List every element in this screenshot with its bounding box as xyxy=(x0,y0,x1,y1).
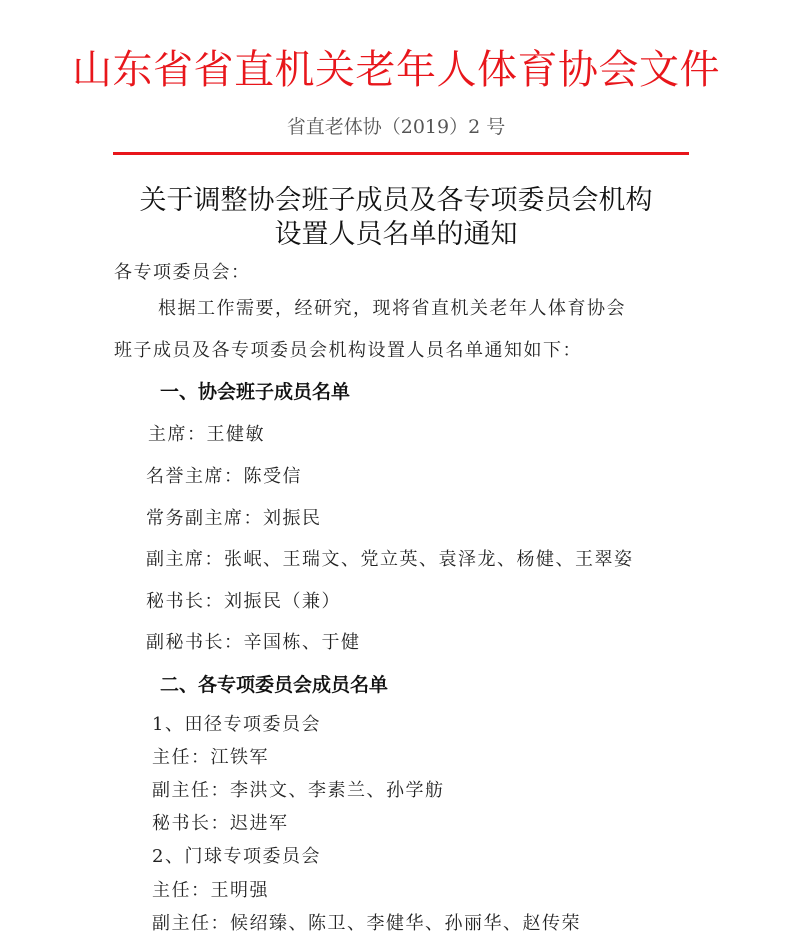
committee-line: 主任：王明强 xyxy=(152,880,269,901)
org-title: 山东省省直机关老年人体育协会文件 xyxy=(72,47,720,93)
leadership-item: 常务副主席：刘振民 xyxy=(146,508,322,529)
section-heading-committees: 二、各专项委员会成员名单 xyxy=(160,674,389,696)
committee-line: 副主任：候绍臻、陈卫、李健华、孙丽华、赵传荣 xyxy=(152,913,581,934)
committee-line: 副主任：李洪文、李素兰、孙学舫 xyxy=(152,780,445,801)
notice-title-line-1: 关于调整协会班子成员及各专项委员会机构 xyxy=(139,185,653,216)
leadership-item: 主席：王健敏 xyxy=(148,424,265,445)
document-number: 省直老体协（2019）2 号 xyxy=(286,116,506,138)
salutation: 各专项委员会： xyxy=(114,262,251,283)
committee-line: 1、田径专项委员会 xyxy=(152,714,321,735)
intro-line-1: 根据工作需要，经研究，现将省直机关老年人体育协会 xyxy=(158,298,626,319)
red-divider-line xyxy=(113,152,689,155)
committee-line: 秘书长：迟进军 xyxy=(152,813,289,834)
committee-line: 2、门球专项委员会 xyxy=(152,846,321,867)
section-heading-leadership: 一、协会班子成员名单 xyxy=(160,381,351,403)
leadership-item: 副秘书长：辛国栋、于健 xyxy=(146,632,361,653)
leadership-item: 名誉主席：陈受信 xyxy=(146,466,302,487)
committee-line: 主任：江铁军 xyxy=(152,747,269,768)
leadership-item: 秘书长：刘振民（兼） xyxy=(146,591,341,612)
notice-title-line-2: 设置人员名单的通知 xyxy=(274,219,518,250)
intro-line-2: 班子成员及各专项委员会机构设置人员名单通知如下： xyxy=(114,340,582,361)
leadership-item: 副主席：张岷、王瑞文、党立英、袁泽龙、杨健、王翠姿 xyxy=(146,549,634,570)
